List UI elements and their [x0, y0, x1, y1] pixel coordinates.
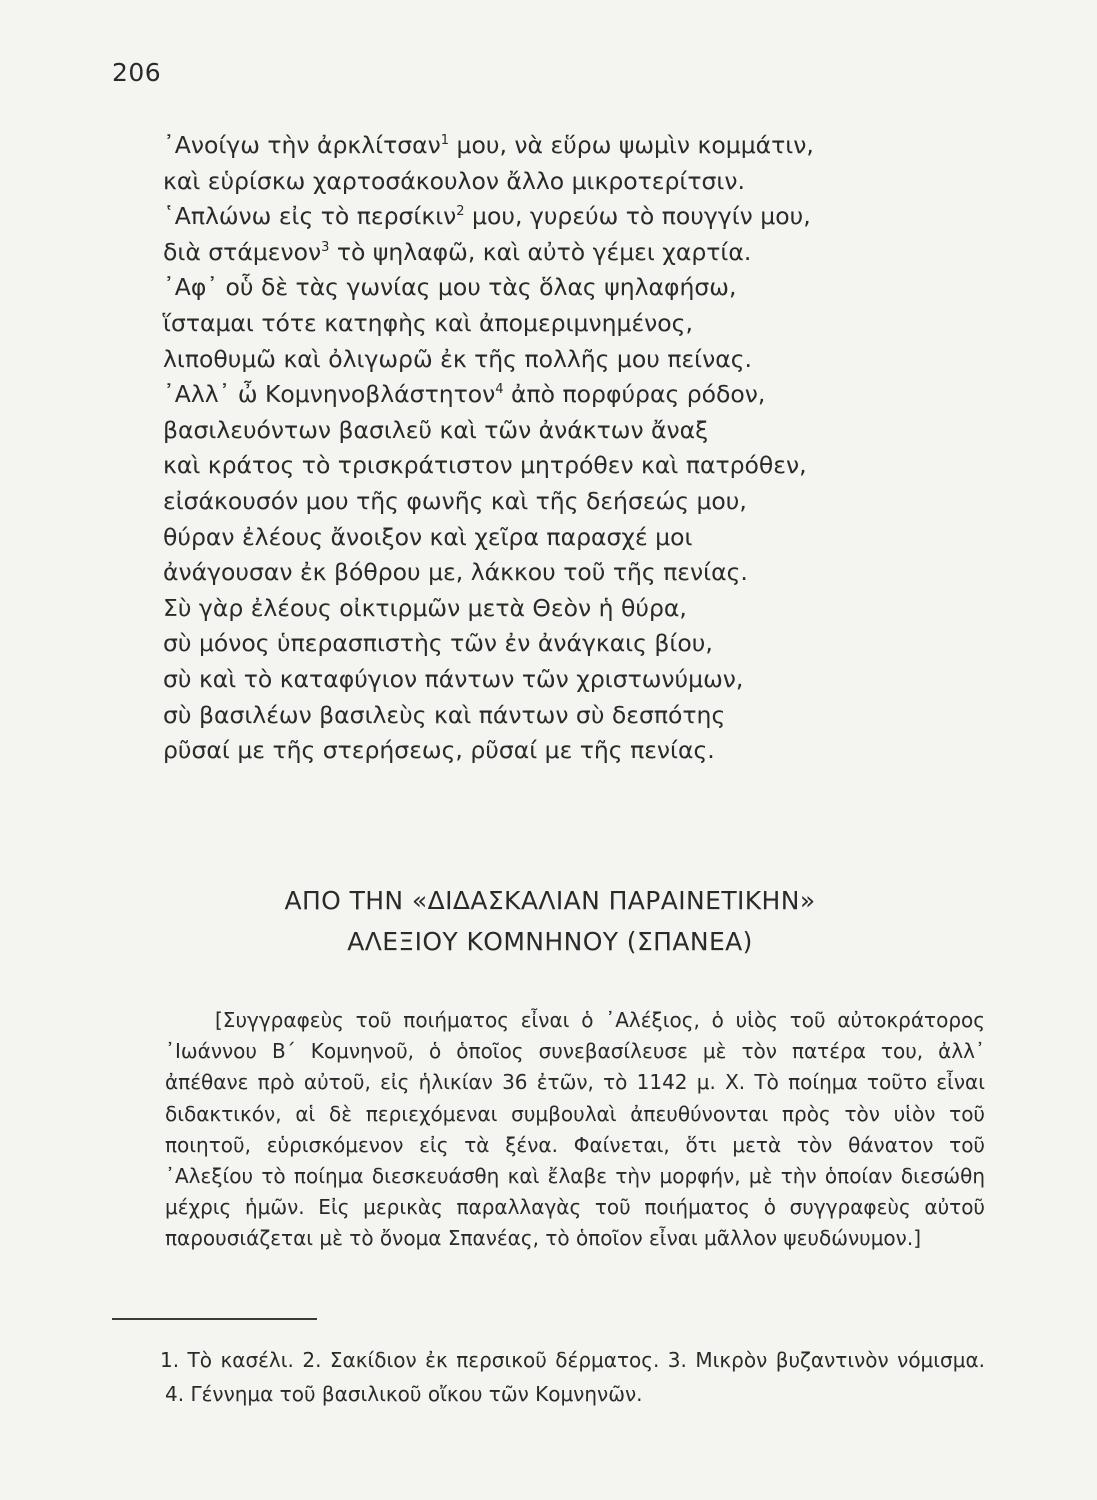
- poem-line: ᾿Ανοίγω τὴν ἀρκλίτσαν$^1$ μου, νὰ εὕρω ψωμὶν κομμάτιν,: [163, 131, 814, 159]
- poem-line: ἀνάγουσαν ἐκ βόθρου με, λάκκου τοῦ τῆς πενίας.: [163, 558, 748, 587]
- poem-line: σὺ βασιλέων βασιλεὺς καὶ πάντων σὺ δεσπότης: [163, 700, 726, 729]
- section-heading: ΑΠΟ ΤΗΝ «ΔΙΔΑΣΚΑΛΙΑΝ ΠΑΡΑΙΝΕΤΙΚΗΝ»: [284, 886, 816, 915]
- poem-line: ρῦσαί με τῆς στερήσεως, ρῦσαί με τῆς πενίας.: [163, 736, 715, 765]
- poem-line: λιποθυμῶ καὶ ὀλιγωρῶ ἐκ τῆς πολλῆς μου πείνας.: [163, 344, 753, 373]
- poem: [163, 128, 993, 769]
- page-number: 206: [112, 58, 162, 87]
- poem-line: θύραν ἐλέους ἄνοιξον καὶ χεῖρα παρασχέ μοι: [163, 522, 693, 551]
- poem-line: ἵσταμαι τότε κατηφὴς καὶ ἀπομεριμνημένος,: [163, 308, 693, 337]
- footnote-divider: [112, 1318, 317, 1320]
- poem-line: σὺ καὶ τὸ καταφύγιον πάντων τῶν χριστωνύμων,: [163, 664, 744, 693]
- footnote-ref: 1: [440, 133, 450, 149]
- footnote-ref: 2: [456, 204, 465, 220]
- poem-line: εἰσάκουσόν μου τῆς φωνῆς καὶ τῆς δεήσεώς μου,: [163, 486, 747, 515]
- intro-paragraph: [Συγγραφεὺς τοῦ ποιήματος εἶναι ὁ ᾿Αλέξιος, ὁ υἱὸς τοῦ αὐτοκράτορος ᾿Ιωάννου Β΄ Κομνηνοῦ, ὁ ὁποῖος συνεβασίλευσε μὲ τὸν πατέρα του, ἀλλ᾿ ἀπέθανε πρὸ αὐτοῦ, εἰς ἡλικίαν 36 ἐτῶν, τὸ 1142 μ. Χ. Τὸ ποίημα τοῦτο εἶναι διδακτικόν, αἱ δὲ περιεχόμεναι συμβουλαὶ ἀπευθύνονται πρὸς τὸν υἱὸν τοῦ ποιητοῦ, εὑρισκόμενον εἰς τὰ ξένα. Φαίνεται, ὅτι μετὰ τὸν θάνατον τοῦ ᾿Αλεξίου τὸ ποίημα διεσκευάσθη καὶ ἔλαβε τὴν μορφήν, μὲ τὴν ὁποίαν διεσώθη μέχρις ἡμῶν. Εἰς μερικὰς παραλλαγὰς τοῦ ποιήματος ὁ συγγραφεὺς αὐτοῦ παρουσιάζεται μὲ τὸ ὄνομα Σπανέας, τὸ ὁποῖον εἶναι μᾶλλον ψευδώνυμον.]: [165, 1008, 985, 1251]
- poem-line: ᾿Αφ᾿ οὗ δὲ τὰς γωνίας μου τὰς ὅλας ψηλαφήσω,: [163, 273, 737, 302]
- footnote-ref: 3: [321, 239, 330, 255]
- poem-line: διὰ στάμενον$^3$ τὸ ψηλαφῶ, καὶ αὐτὸ γέμει χαρτία.: [163, 237, 752, 266]
- poem-line: σὺ μόνος ὑπερασπιστὴς τῶν ἐν ἀνάγκαις βίου,: [163, 629, 713, 658]
- poem-line: καὶ κράτος τὸ τρισκράτιστον μητρόθεν καὶ πατρόθεν,: [163, 451, 807, 480]
- poem-line: ῾Απλώνω εἰς τὸ περσίκιν$^2$ μου, γυρεύω τὸ πουγγίν μου,: [163, 202, 811, 231]
- footnote-ref: 4: [495, 382, 504, 398]
- footnotes: 1. Τὸ κασέλι. 2. Σακίδιον ἐκ περσικοῦ δέρματος. 3. Μικρὸν βυζαντινὸν νόμισμα. 4. Γέννημα τοῦ βασιλικοῦ οἴκου τῶν Κομνηνῶν.: [160, 1348, 985, 1406]
- poem-line: βασιλευόντων βασιλεῦ καὶ τῶν ἀνάκτων ἄναξ: [163, 415, 709, 444]
- section-subheading: ΑΛΕΞΙΟΥ ΚΟΜΝΗΝΟΥ (ΣΠΑΝΕΑ): [347, 927, 753, 956]
- poem-line: καὶ εὑρίσκω χαρτοσάκουλον ἄλλο μικροτερίτσιν.: [163, 166, 745, 195]
- poem-line: Σὺ γὰρ ἐλέους οἰκτιρμῶν μετὰ Θεὸν ἡ θύρα,: [163, 593, 687, 622]
- poem-line: ᾿Αλλ᾿ ὦ Κομνηνοβλάστητον$^4$ ἀπὸ πορφύρας ρόδον,: [163, 380, 766, 409]
